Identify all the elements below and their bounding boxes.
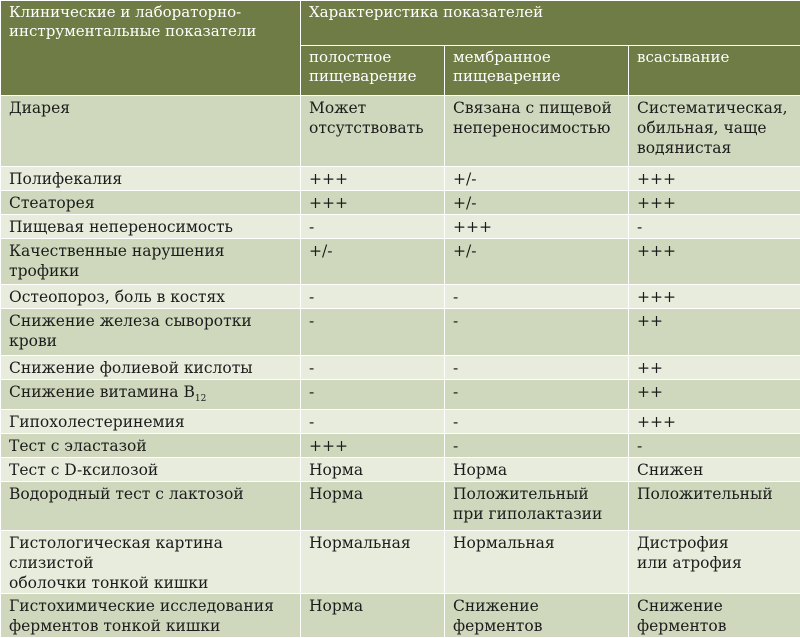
row-indicator: Качественные нарушения трофики: [1, 239, 301, 285]
cell-membrane: Снижение ферментов: [445, 594, 629, 638]
cell-cavity: Может отсутствовать: [301, 96, 445, 167]
table-row: [1, 482, 800, 531]
row-indicator: Полифекалия: [1, 167, 301, 191]
cell-cavity: -: [301, 356, 445, 380]
table-row: [1, 434, 800, 458]
cell-absorption: -: [629, 434, 800, 458]
row-indicator: Тест с эластазой: [1, 434, 301, 458]
row-indicator: Пищевая непереносимость: [1, 215, 301, 239]
row-indicator: Гистохимические исследования ферментов тонкой кишки: [1, 594, 301, 638]
table-row: [1, 410, 800, 434]
row-indicator: Снижение фолиевой кислоты: [1, 356, 301, 380]
header-cavity-digestion: полостное пищеварение: [301, 46, 445, 96]
cell-cavity: -: [301, 380, 445, 410]
cell-absorption: +++: [629, 410, 800, 434]
vitamin-subscript: 12: [195, 394, 206, 404]
cell-membrane: Норма: [445, 458, 629, 482]
table-row: [1, 285, 800, 309]
cell-membrane: -: [445, 434, 629, 458]
table-row: [1, 531, 800, 594]
cell-absorption: ++: [629, 356, 800, 380]
header-characteristics: Характеристика показателей: [301, 1, 800, 46]
cell-absorption: +++: [629, 285, 800, 309]
cell-membrane: +/-: [445, 239, 629, 285]
cell-absorption: +++: [629, 191, 800, 215]
row-indicator: Стеаторея: [1, 191, 301, 215]
cell-absorption: +++: [629, 167, 800, 191]
cell-absorption: ++: [629, 380, 800, 410]
cell-membrane: -: [445, 285, 629, 309]
row-indicator: Диарея: [1, 96, 301, 167]
header-indicators: Клинические и лабораторно- инструментальные показатели: [1, 1, 301, 96]
row-indicator: Снижение железа сыворотки крови: [1, 309, 301, 356]
cell-cavity: +++: [301, 191, 445, 215]
cell-membrane: -: [445, 309, 629, 356]
vitamin-label: Снижение витамина B: [9, 383, 195, 401]
row-indicator: Тест с D-ксилозой: [1, 458, 301, 482]
cell-absorption: Снижение ферментов: [629, 594, 800, 638]
cell-cavity: -: [301, 309, 445, 356]
table-row: [1, 167, 800, 191]
cell-absorption: Снижен: [629, 458, 800, 482]
cell-cavity: +++: [301, 434, 445, 458]
cell-absorption: ++: [629, 309, 800, 356]
row-indicator: Гипохолестеринемия: [1, 410, 301, 434]
row-indicator: Гистологическая картина слизистой оболочки тонкой кишки: [1, 531, 301, 594]
cell-membrane: +/-: [445, 167, 629, 191]
cell-membrane: Связана с пищевой непереносимостью: [445, 96, 629, 167]
table-row: [1, 96, 800, 167]
table-row: [1, 458, 800, 482]
cell-cavity: Норма: [301, 458, 445, 482]
header-absorption: всасывание: [629, 46, 800, 96]
cell-membrane: Положительный при гиполактазии: [445, 482, 629, 531]
cell-cavity: -: [301, 215, 445, 239]
cell-cavity: +++: [301, 167, 445, 191]
cell-membrane: -: [445, 356, 629, 380]
table-row: [1, 594, 800, 638]
cell-absorption: -: [629, 215, 800, 239]
cell-membrane: +/-: [445, 191, 629, 215]
table-row: [1, 309, 800, 356]
cell-cavity: +/-: [301, 239, 445, 285]
cell-absorption: +++: [629, 239, 800, 285]
cell-membrane: -: [445, 380, 629, 410]
table-row: [1, 215, 800, 239]
cell-absorption: Систематическая, обильная, чаще водянистая: [629, 96, 800, 167]
row-indicator: Остеопороз, боль в костях: [1, 285, 301, 309]
row-indicator: [1, 380, 301, 410]
row-indicator: Водородный тест с лактозой: [1, 482, 301, 531]
cell-absorption: Дистрофия или атрофия: [629, 531, 800, 594]
cell-cavity: -: [301, 410, 445, 434]
cell-cavity: -: [301, 285, 445, 309]
cell-membrane: -: [445, 410, 629, 434]
cell-membrane: +++: [445, 215, 629, 239]
cell-membrane: Нормальная: [445, 531, 629, 594]
cell-absorption: Положительный: [629, 482, 800, 531]
table-row: [1, 356, 800, 380]
cell-cavity: Норма: [301, 482, 445, 531]
cell-cavity: Нормальная: [301, 531, 445, 594]
table-row: [1, 380, 800, 410]
table-row: [1, 239, 800, 285]
cell-cavity: Норма: [301, 594, 445, 638]
header-membrane-digestion: мембранное пищеварение: [445, 46, 629, 96]
table-row: [1, 191, 800, 215]
